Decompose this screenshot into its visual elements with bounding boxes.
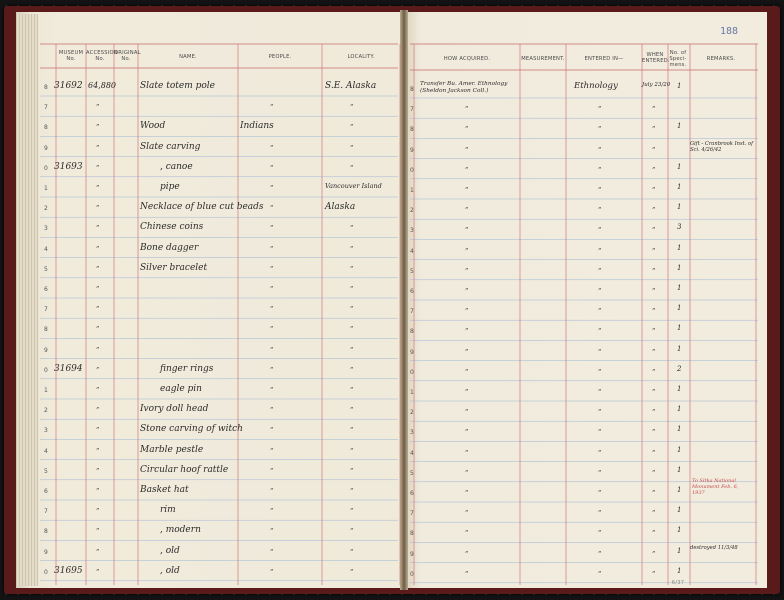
row-index-left: 8 bbox=[44, 84, 48, 91]
row-index-left: 2 bbox=[44, 205, 48, 213]
row-index-left: 4 bbox=[44, 447, 48, 455]
specimen-count: 1 bbox=[677, 385, 682, 393]
entered-in-ditto: „ bbox=[598, 384, 602, 392]
when-entered-ditto: „ bbox=[652, 505, 656, 514]
how-acquired-ditto: „ bbox=[465, 182, 469, 190]
how-acquired-ditto: „ bbox=[465, 363, 469, 372]
people-ditto: „ bbox=[270, 341, 274, 350]
row-index-right: 0 bbox=[410, 368, 414, 376]
accession-ditto: „ bbox=[96, 361, 100, 370]
row-index-left: 8 bbox=[44, 124, 48, 132]
specimen-count: 1 bbox=[677, 526, 682, 535]
locality-ditto: „ bbox=[350, 260, 354, 269]
accession-ditto: „ bbox=[96, 119, 100, 128]
locality-ditto: „ bbox=[350, 119, 354, 128]
row-index-left: 7 bbox=[44, 104, 48, 112]
remark-value: Gift - Cranbrook Inst. of Sci. 4/26/42 bbox=[690, 140, 754, 153]
header-entered-in: ENTERED IN— bbox=[584, 56, 624, 62]
row-index-right: 6 bbox=[410, 490, 414, 497]
how-acquired-ditto: „ bbox=[465, 525, 469, 534]
accession-ditto: „ bbox=[96, 442, 100, 451]
how-acquired-ditto: „ bbox=[465, 404, 469, 413]
page-number: 188 bbox=[720, 26, 739, 37]
people-ditto: „ bbox=[270, 523, 274, 532]
row-index-right: 7 bbox=[410, 510, 414, 518]
entered-in-ditto: „ bbox=[598, 283, 602, 291]
specimen-name: finger rings bbox=[160, 363, 214, 374]
specimen-name: Slate carving bbox=[140, 141, 201, 152]
how-acquired-ditto: „ bbox=[465, 464, 469, 473]
when-entered-ditto: „ bbox=[652, 242, 656, 251]
people-ditto: „ bbox=[270, 503, 274, 512]
accession-number: 64,880 bbox=[88, 81, 116, 90]
how-acquired-ditto: „ bbox=[465, 343, 469, 352]
when-entered-ditto: „ bbox=[652, 262, 656, 271]
header-when-entered: WHEN ENTERED. bbox=[642, 52, 670, 64]
footer-note: 6/37 bbox=[671, 580, 685, 586]
people-ditto: „ bbox=[270, 543, 274, 552]
row-index-right: 9 bbox=[410, 348, 414, 356]
accession-ditto: „ bbox=[96, 139, 100, 148]
when-entered-ditto: „ bbox=[652, 121, 656, 130]
people-ditto: „ bbox=[270, 382, 274, 390]
row-index-right: 3 bbox=[410, 227, 414, 235]
header-original-no: ORIGINAL No. bbox=[114, 50, 141, 62]
entered-in-ditto: „ bbox=[598, 444, 602, 453]
specimen-name: Circular hoof rattle bbox=[140, 464, 229, 475]
row-index-right: 3 bbox=[410, 429, 414, 437]
row-index-right: 7 bbox=[410, 106, 414, 114]
specimen-count: 1 bbox=[677, 284, 682, 292]
locality-ditto: „ bbox=[350, 483, 354, 491]
entered-in-ditto: „ bbox=[598, 363, 602, 372]
when-entered-ditto: „ bbox=[652, 161, 656, 170]
accession-ditto: „ bbox=[96, 523, 100, 532]
entered-in-ditto: „ bbox=[598, 262, 602, 271]
accession-ditto: „ bbox=[96, 159, 100, 168]
how-acquired-ditto: „ bbox=[465, 545, 469, 554]
when-entered-ditto: „ bbox=[652, 525, 656, 534]
accession-ditto: „ bbox=[96, 543, 100, 552]
row-index-right: 1 bbox=[410, 389, 414, 396]
entered-in-ditto: „ bbox=[598, 323, 602, 332]
locality-value: S.E. Alaska bbox=[325, 81, 377, 91]
row-index-left: 0 bbox=[44, 568, 48, 576]
specimen-count: 1 bbox=[677, 183, 682, 191]
entered-in-ditto: „ bbox=[598, 505, 602, 514]
museum-number: 31693 bbox=[54, 161, 83, 172]
when-entered-ditto: „ bbox=[652, 323, 656, 332]
when-entered-ditto: „ bbox=[652, 141, 656, 150]
header-how-acquired: HOW ACQUIRED. bbox=[443, 56, 491, 62]
row-index-left: 6 bbox=[44, 286, 48, 293]
entered-in-ditto: „ bbox=[598, 222, 602, 231]
when-entered-ditto: „ bbox=[652, 202, 656, 211]
specimen-name: , old bbox=[160, 545, 180, 556]
when-entered-ditto: „ bbox=[652, 485, 656, 493]
row-index-right: 6 bbox=[410, 288, 414, 295]
row-index-left: 1 bbox=[44, 185, 48, 192]
when-entered-ditto: „ bbox=[652, 303, 656, 312]
entered-in-ditto: „ bbox=[598, 464, 602, 473]
specimen-name: Ivory doll head bbox=[140, 404, 209, 415]
accession-ditto: „ bbox=[96, 99, 100, 108]
people-ditto: „ bbox=[270, 159, 274, 168]
accession-ditto: „ bbox=[96, 341, 100, 350]
how-acquired-ditto: „ bbox=[465, 384, 469, 392]
people-ditto: „ bbox=[270, 321, 274, 330]
people-ditto: „ bbox=[270, 563, 274, 572]
specimen-name: pipe bbox=[160, 182, 180, 192]
remark-value: destroyed 11/3/48 bbox=[690, 544, 738, 551]
row-index-left: 8 bbox=[44, 528, 48, 536]
how-acquired-ditto: „ bbox=[465, 242, 469, 251]
people-ditto: „ bbox=[270, 220, 274, 229]
entered-in-ditto: „ bbox=[598, 545, 602, 554]
how-acquired-value: Transfer Bu. Amer. Ethnology (Sheldon Jackson Coll.) bbox=[420, 81, 508, 94]
specimen-count: 2 bbox=[677, 364, 682, 373]
entered-in-value: Ethnology bbox=[574, 81, 618, 91]
entered-in-ditto: „ bbox=[598, 202, 602, 211]
specimen-name: , canoe bbox=[160, 161, 193, 172]
header-people: PEOPLE. bbox=[268, 54, 292, 60]
entered-in-ditto: „ bbox=[598, 485, 602, 493]
accession-ditto: „ bbox=[96, 281, 100, 289]
header-locality: LOCALITY. bbox=[347, 54, 375, 60]
how-acquired-ditto: „ bbox=[465, 444, 469, 453]
specimen-count: 1 bbox=[677, 324, 682, 333]
when-entered-ditto: „ bbox=[652, 101, 656, 110]
people-ditto: „ bbox=[270, 301, 274, 310]
how-acquired-ditto: „ bbox=[465, 283, 469, 291]
row-index-left: 7 bbox=[44, 508, 48, 516]
specimen-name: Silver bracelet bbox=[140, 262, 208, 273]
accession-ditto: „ bbox=[96, 180, 100, 188]
row-index-right: 9 bbox=[410, 146, 414, 154]
locality-ditto: „ bbox=[350, 462, 354, 471]
how-acquired-ditto: „ bbox=[465, 262, 469, 271]
specimen-count: 1 bbox=[677, 344, 682, 353]
locality-value: Vancouver Island bbox=[325, 182, 382, 190]
specimen-count: 1 bbox=[677, 465, 682, 474]
specimen-count: 1 bbox=[677, 425, 682, 434]
row-index-right: 8 bbox=[410, 530, 414, 538]
how-acquired-ditto: „ bbox=[465, 121, 469, 130]
row-index-left: 0 bbox=[44, 164, 48, 172]
locality-ditto: „ bbox=[350, 563, 354, 572]
when-entered-value: July 23/20 bbox=[642, 82, 671, 88]
how-acquired-ditto: „ bbox=[465, 485, 469, 493]
specimen-count: 1 bbox=[677, 486, 682, 494]
row-index-left: 5 bbox=[44, 467, 48, 475]
entered-in-ditto: „ bbox=[598, 101, 602, 110]
specimen-count: 1 bbox=[677, 203, 682, 212]
row-index-right: 0 bbox=[410, 570, 414, 578]
row-index-left: 9 bbox=[44, 548, 48, 556]
when-entered-ditto: „ bbox=[652, 363, 656, 372]
accession-ditto: „ bbox=[96, 321, 100, 330]
museum-number: 31694 bbox=[54, 363, 83, 374]
when-entered-ditto: „ bbox=[652, 565, 656, 574]
locality-ditto: „ bbox=[350, 503, 354, 512]
entered-in-ditto: „ bbox=[598, 343, 602, 352]
accession-ditto: „ bbox=[96, 240, 100, 249]
when-entered-ditto: „ bbox=[652, 424, 656, 433]
row-index-right: 9 bbox=[410, 550, 414, 558]
how-acquired-ditto: „ bbox=[465, 323, 469, 332]
when-entered-ditto: „ bbox=[652, 464, 656, 473]
accession-ditto: „ bbox=[96, 260, 100, 269]
how-acquired-ditto: „ bbox=[465, 303, 469, 312]
people-ditto: „ bbox=[270, 462, 274, 471]
locality-ditto: „ bbox=[350, 139, 354, 148]
how-acquired-ditto: „ bbox=[465, 424, 469, 433]
specimen-name: , modern bbox=[160, 525, 201, 536]
specimen-count: 1 bbox=[677, 566, 682, 575]
row-index-right: 8 bbox=[410, 86, 414, 93]
entered-in-ditto: „ bbox=[598, 161, 602, 170]
museum-number: 31692 bbox=[54, 81, 83, 91]
how-acquired-ditto: „ bbox=[465, 141, 469, 150]
row-index-right: 5 bbox=[410, 469, 414, 477]
header-remarks: REMARKS. bbox=[706, 56, 736, 62]
how-acquired-ditto: „ bbox=[465, 101, 469, 110]
row-index-right: 5 bbox=[410, 267, 414, 275]
specimen-count: 1 bbox=[677, 304, 682, 313]
people-ditto: „ bbox=[270, 483, 274, 491]
header-museum-no: MUSEUM No. bbox=[58, 50, 84, 62]
accession-ditto: „ bbox=[96, 402, 100, 411]
entered-in-ditto: „ bbox=[598, 404, 602, 413]
row-index-right: 1 bbox=[410, 187, 414, 194]
specimen-count: 1 bbox=[677, 243, 682, 252]
specimen-name: Marble pestle bbox=[140, 444, 204, 455]
specimen-name: eagle pin bbox=[160, 384, 202, 394]
people-ditto: „ bbox=[270, 442, 274, 451]
when-entered-ditto: „ bbox=[652, 404, 656, 413]
people-value: Indians bbox=[240, 121, 274, 132]
people-ditto: „ bbox=[270, 402, 274, 411]
specimen-name: Chinese coins bbox=[140, 222, 204, 233]
entered-in-ditto: „ bbox=[598, 121, 602, 130]
accession-ditto: „ bbox=[96, 503, 100, 512]
accession-ditto: „ bbox=[96, 483, 100, 491]
when-entered-ditto: „ bbox=[652, 182, 656, 190]
row-index-left: 1 bbox=[44, 387, 48, 394]
when-entered-ditto: „ bbox=[652, 222, 656, 231]
specimen-count: 1 bbox=[677, 263, 682, 272]
locality-ditto: „ bbox=[350, 341, 354, 350]
when-entered-ditto: „ bbox=[652, 283, 656, 291]
row-index-right: 8 bbox=[410, 328, 414, 336]
locality-ditto: „ bbox=[350, 281, 354, 289]
locality-ditto: „ bbox=[350, 159, 354, 168]
locality-ditto: „ bbox=[350, 442, 354, 451]
specimen-count: 1 bbox=[677, 122, 682, 131]
row-index-left: 8 bbox=[44, 326, 48, 334]
how-acquired-ditto: „ bbox=[465, 565, 469, 574]
row-index-left: 2 bbox=[44, 407, 48, 415]
row-index-right: 2 bbox=[410, 409, 414, 417]
specimen-count: 1 bbox=[677, 546, 682, 555]
entered-in-ditto: „ bbox=[598, 525, 602, 534]
specimen-name: Stone carving of witch bbox=[140, 424, 243, 435]
how-acquired-ditto: „ bbox=[465, 505, 469, 514]
accession-ditto: „ bbox=[96, 382, 100, 390]
row-index-left: 3 bbox=[44, 427, 48, 435]
row-index-left: 5 bbox=[44, 265, 48, 273]
locality-ditto: „ bbox=[350, 422, 354, 431]
when-entered-ditto: „ bbox=[652, 444, 656, 453]
locality-ditto: „ bbox=[350, 321, 354, 330]
entered-in-ditto: „ bbox=[598, 141, 602, 150]
specimen-name: , old bbox=[160, 565, 180, 576]
how-acquired-ditto: „ bbox=[465, 202, 469, 211]
specimen-count: 1 bbox=[677, 445, 682, 454]
specimen-count: 1 bbox=[677, 82, 682, 90]
row-index-left: 9 bbox=[44, 144, 48, 152]
entered-in-ditto: „ bbox=[598, 303, 602, 312]
how-acquired-ditto: „ bbox=[465, 222, 469, 231]
row-index-right: 4 bbox=[410, 247, 414, 255]
locality-ditto: „ bbox=[350, 361, 354, 370]
entered-in-ditto: „ bbox=[598, 182, 602, 190]
people-ditto: „ bbox=[270, 260, 274, 269]
locality-ditto: „ bbox=[350, 301, 354, 310]
accession-ditto: „ bbox=[96, 422, 100, 431]
people-ditto: „ bbox=[270, 99, 274, 108]
header-accession-no: ACCESSION No. bbox=[86, 50, 118, 62]
header-no-specimens: No. of Speci- mens. bbox=[669, 50, 687, 68]
people-ditto: „ bbox=[270, 422, 274, 431]
locality-value: Alaska bbox=[325, 202, 356, 213]
accession-ditto: „ bbox=[96, 200, 100, 209]
locality-ditto: „ bbox=[350, 220, 354, 229]
specimen-count: 1 bbox=[677, 405, 682, 414]
locality-ditto: „ bbox=[350, 543, 354, 552]
row-index-left: 3 bbox=[44, 225, 48, 233]
specimen-name: Bone dagger bbox=[140, 242, 199, 253]
row-index-left: 0 bbox=[44, 366, 48, 374]
accession-ditto: „ bbox=[96, 462, 100, 471]
row-index-right: 0 bbox=[410, 166, 414, 174]
people-ditto: „ bbox=[270, 180, 274, 188]
remark-value: To Sitka National Monument Feb. 6, 1937 bbox=[692, 478, 739, 496]
people-ditto: „ bbox=[270, 139, 274, 148]
people-ditto: „ bbox=[270, 240, 274, 249]
header-name: NAME. bbox=[179, 54, 197, 60]
people-ditto: „ bbox=[270, 281, 274, 289]
museum-number: 31695 bbox=[54, 565, 83, 576]
accession-ditto: „ bbox=[96, 563, 100, 572]
specimen-count: 1 bbox=[677, 506, 682, 515]
specimen-name: rim bbox=[160, 505, 176, 516]
locality-ditto: „ bbox=[350, 382, 354, 390]
specimen-name: Slate totem pole bbox=[140, 81, 215, 91]
row-index-right: 7 bbox=[410, 308, 414, 316]
accession-ditto: „ bbox=[96, 220, 100, 229]
row-index-left: 7 bbox=[44, 306, 48, 314]
when-entered-ditto: „ bbox=[652, 545, 656, 554]
entered-in-ditto: „ bbox=[598, 424, 602, 433]
when-entered-ditto: „ bbox=[652, 343, 656, 352]
row-index-left: 4 bbox=[44, 245, 48, 253]
specimen-name: Wood bbox=[140, 121, 166, 132]
row-index-right: 2 bbox=[410, 207, 414, 215]
people-ditto: „ bbox=[270, 200, 274, 209]
locality-ditto: „ bbox=[350, 99, 354, 108]
entered-in-ditto: „ bbox=[598, 242, 602, 251]
row-index-right: 8 bbox=[410, 126, 414, 134]
row-index-right: 4 bbox=[410, 449, 414, 457]
row-index-left: 6 bbox=[44, 488, 48, 495]
specimen-count: 1 bbox=[677, 162, 682, 171]
locality-ditto: „ bbox=[350, 402, 354, 411]
row-index-left: 9 bbox=[44, 346, 48, 354]
accession-ditto: „ bbox=[96, 301, 100, 310]
how-acquired-ditto: „ bbox=[465, 161, 469, 170]
specimen-count: 3 bbox=[677, 223, 682, 232]
locality-ditto: „ bbox=[350, 523, 354, 532]
people-ditto: „ bbox=[270, 361, 274, 370]
entered-in-ditto: „ bbox=[598, 565, 602, 574]
when-entered-ditto: „ bbox=[652, 384, 656, 392]
specimen-name: Basket hat bbox=[140, 485, 189, 495]
header-measurement: MEASUREMENT. bbox=[521, 56, 565, 62]
specimen-name: Necklace of blue cut beads bbox=[140, 202, 264, 213]
locality-ditto: „ bbox=[350, 240, 354, 249]
